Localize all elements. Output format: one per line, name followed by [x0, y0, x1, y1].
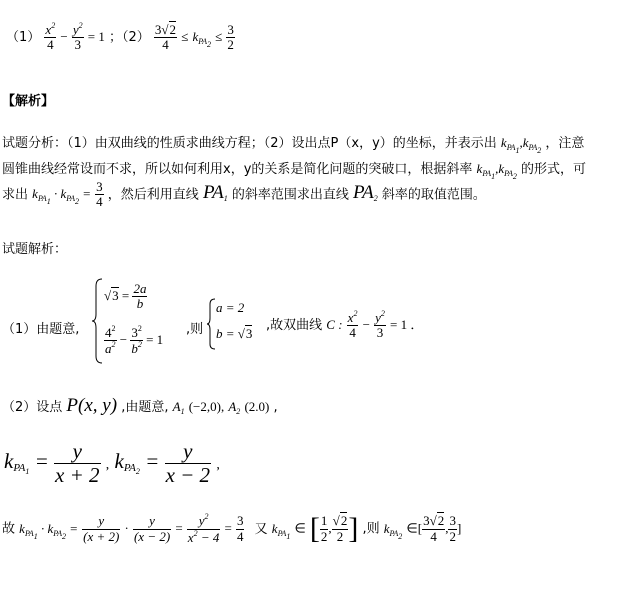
analysis-line-2: 圆锥曲线经常设而不求，所以如何利用x，y的关系是简化问题的突破口，根据斜率 $k_{PA_1},k_{PA_2}$ 的形式，可: [2, 161, 586, 181]
part2-line: （2）设点 P(x, y) ,由题意, $A_1$ (−2,0), $A_2$ (2.0) ,: [2, 395, 278, 416]
system1-eq2: $\frac{4^2}{a^2}$ − $\frac{3^2}{b^2}$ = 1: [105, 324, 164, 357]
conclusion-1: ,故双曲线 C : $\frac{x^2}{4}$ − $\frac{y^2}{3}$ = 1 ．: [266, 309, 424, 341]
solution-b: b = √3: [216, 326, 253, 341]
answer-sep: ；（2）: [108, 29, 150, 45]
analysis-header: 【解析】: [2, 94, 55, 109]
final-line: 故 $k_{PA_1} \cdot k_{PA_2}$ = $\frac{y}{(x + 2)}$ · $\frac{y}{(x - 2)}$ = $\frac{y^2}{x^2 - 4}$ = $\frac{3}{4}$ 又 $k_{PA_1}$ ∈ [ $\frac{1}{2}$ , $\frac{√2}{2}$ ] ,则 $k_{PA_2}$ ∈[ $\frac{3√2}{4}$ , $\frac{3}{2}$ ]: [2, 512, 462, 545]
then-label: ,则: [186, 322, 204, 337]
answer-frac-sqrt: $\frac{3√2}{4}$: [154, 21, 177, 52]
answer-part1-label: （1）: [6, 29, 41, 45]
answer-k: $k_{PA_2}$: [192, 28, 211, 49]
solution-header: 试题解析：: [2, 242, 68, 257]
analysis-line-3: 求出 $k_{PA_1} \cdot k_{PA_2}$ = $\frac{3}{4}$ ，然后利用直线 $PA_1$ 的斜率范围求出直线 $PA_2$ 斜率的取值范围。: [2, 179, 486, 210]
answer-frac-x: $\frac{x^2}{4}$: [45, 21, 56, 53]
analysis-line-1: 试题分析：（1）由双曲线的性质求曲线方程；（2）设出点P（x，y）的坐标，并表示出 $k_{PA_1},k_{PA_2}$ ，注意: [2, 135, 585, 155]
left-brace-1: [92, 278, 104, 364]
slope-definitions: $k_{PA_1}$ = $\frac{y}{x + 2}$ , $k_{PA_2}$ = $\frac{y}{x - 2}$ ,: [4, 439, 220, 488]
answer-frac-32: $\frac{3}{2}$: [227, 21, 234, 52]
system1-eq1: √3 = $\frac{2a}{b}$: [104, 281, 147, 312]
answer-eq1: = 1: [87, 28, 105, 44]
answer-frac-y: $\frac{y^2}{3}$: [72, 21, 83, 53]
answer-line: （1） $\frac{x^2}{4}$ − $\frac{y^2}{3}$ = 1 ；（2） $\frac{3√2}{4}$ ≤ $k_{PA_2}$ ≤ $\frac{3}{2}$: [6, 21, 234, 53]
solution-part1-label: （1）由题意,: [2, 322, 80, 337]
solution-a: a = 2: [216, 300, 245, 315]
